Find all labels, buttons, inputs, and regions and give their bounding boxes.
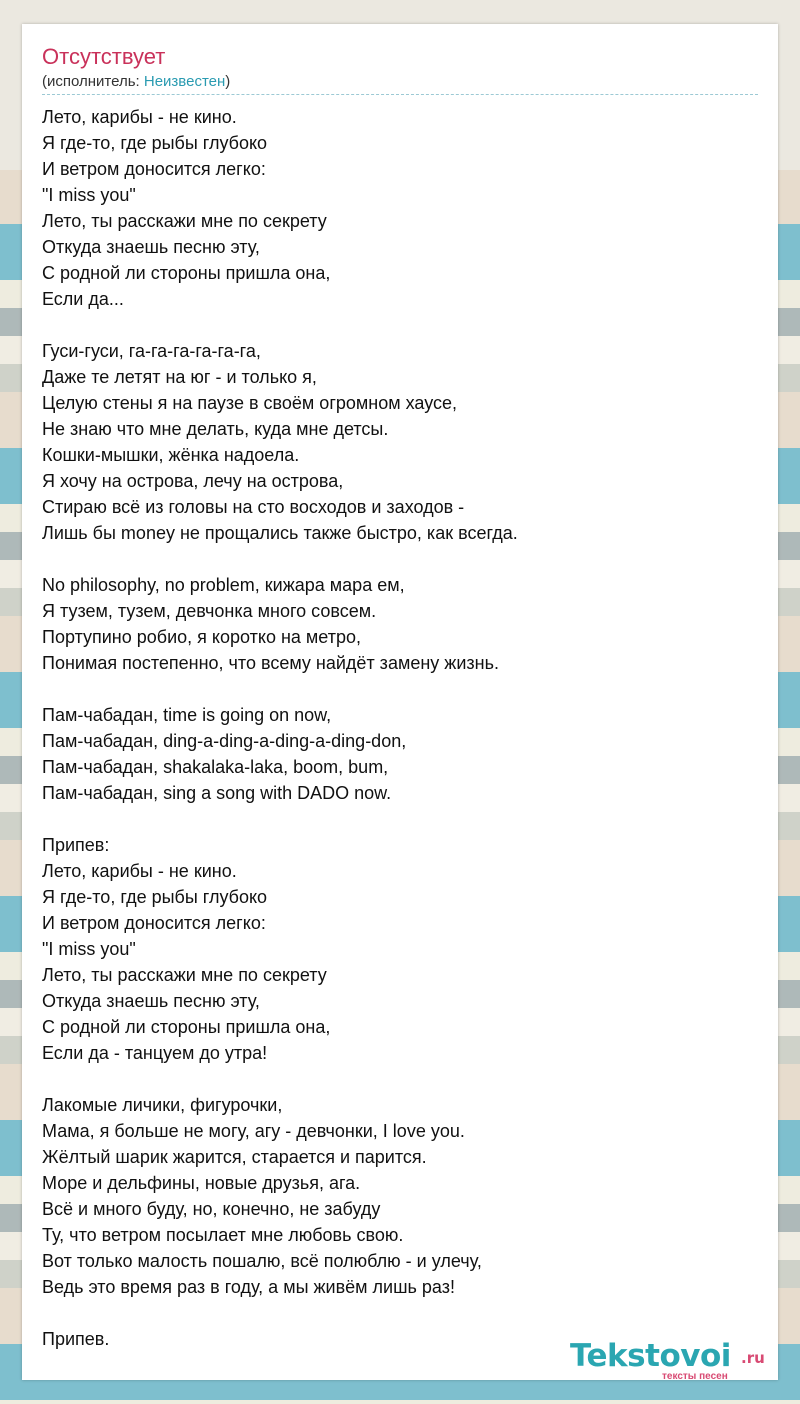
lyric-line: Откуда знаешь песню эту, — [42, 237, 260, 257]
lyric-line: Я тузем, тузем, девчонка много совсем. — [42, 601, 377, 621]
lyric-line: Мама, я больше не могу, агу - девчонки, I love you. — [42, 1121, 465, 1141]
lyric-line: Лишь бы money не прощались также быстро, как всегда. — [42, 523, 518, 543]
title-divider — [42, 94, 758, 95]
lyric-line: Море и дельфины, новые друзья, ага. — [42, 1173, 361, 1193]
lyric-line: Припев. — [42, 1329, 110, 1349]
lyric-line: Гуси-гуси, га-га-га-га-га-га, — [42, 341, 261, 361]
artist-prefix: (исполнитель: — [42, 73, 144, 90]
lyric-line: Если да - танцуем до утра! — [42, 1043, 268, 1063]
lyric-line: Лето, карибы - не кино. — [42, 861, 237, 881]
lyric-line: Не знаю что мне делать, куда мне детсы. — [42, 419, 389, 439]
artist-suffix: ) — [225, 73, 231, 90]
lyric-line: Портупино робио, я коротко на метро, — [42, 627, 361, 647]
lyric-line: И ветром доносится легко: — [42, 913, 266, 933]
lyric-line: Понимая постепенно, что всему найдёт замену жизнь. — [42, 653, 499, 673]
lyric-line: Лакомые личики, фигурочки, — [42, 1095, 283, 1115]
lyric-line: "I miss you" — [42, 185, 136, 205]
lyric-line: Лето, карибы - не кино. — [42, 107, 237, 127]
lyric-line: Всё и много буду, но, конечно, не забуду — [42, 1199, 381, 1219]
song-title: Отсутствует — [42, 44, 166, 69]
lyric-line: Лето, ты расскажи мне по секрету — [42, 965, 327, 985]
stanza-break — [42, 676, 758, 702]
lyric-line: И ветром доносится легко: — [42, 159, 266, 179]
artist-line — [42, 72, 230, 92]
site-logo[interactable] — [570, 1338, 775, 1386]
stanza-break — [42, 1300, 758, 1326]
lyric-line: Целую стены я на паузе в своём огромном хаусе, — [42, 393, 458, 413]
lyric-line: Я где-то, где рыбы глубоко — [42, 133, 268, 153]
lyrics-text — [42, 104, 758, 1352]
lyric-line: Я хочу на острова, лечу на острова, — [42, 471, 344, 491]
lyric-line: Пам-чабадан, shakalaka-laka, boom, bum, — [42, 757, 389, 777]
lyric-line: Даже те летят на юг - и только я, — [42, 367, 317, 387]
lyric-line: Припев: — [42, 835, 110, 855]
lyric-line: Я где-то, где рыбы глубоко — [42, 887, 268, 907]
lyric-line: Пам-чабадан, ding-a-ding-a-ding-a-ding-don, — [42, 731, 407, 751]
stanza-break — [42, 546, 758, 572]
logo-wordmark: Tekstovoi — [570, 1338, 731, 1374]
lyric-line: Ведь это время раз в году, а мы живём лишь раз! — [42, 1277, 455, 1297]
lyric-line: Откуда знаешь песню эту, — [42, 991, 260, 1011]
lyric-line: Пам-чабадан, time is going on now, — [42, 705, 332, 725]
stanza-break — [42, 1066, 758, 1092]
lyric-line: С родной ли стороны пришла она, — [42, 263, 331, 283]
lyrics-card — [22, 24, 778, 1380]
lyric-line: Кошки-мышки, жёнка надоела. — [42, 445, 300, 465]
logo-tagline: тексты песен — [662, 1371, 728, 1382]
lyric-line: Жёлтый шарик жарится, старается и парится. — [42, 1147, 427, 1167]
lyric-line: Лето, ты расскажи мне по секрету — [42, 211, 327, 231]
logo-domain-suffix: .ru — [741, 1349, 765, 1367]
lyric-line: Пам-чабадан, sing a song with DADO now. — [42, 783, 392, 803]
lyric-line: Ту, что ветром посылает мне любовь свою. — [42, 1225, 404, 1245]
stanza-break — [42, 806, 758, 832]
lyric-line: No philosophy, no problem, кижара мара ем, — [42, 575, 405, 595]
stanza-break — [42, 312, 758, 338]
lyric-line: Если да... — [42, 289, 124, 309]
lyric-line: С родной ли стороны пришла она, — [42, 1017, 331, 1037]
artist-link[interactable]: Неизвестен — [143, 73, 226, 90]
lyric-line: Стираю всё из головы на сто восходов и заходов - — [42, 497, 465, 517]
lyric-line: "I miss you" — [42, 939, 136, 959]
lyric-line: Вот только малость пошалю, всё полюблю - и улечу, — [42, 1251, 482, 1271]
